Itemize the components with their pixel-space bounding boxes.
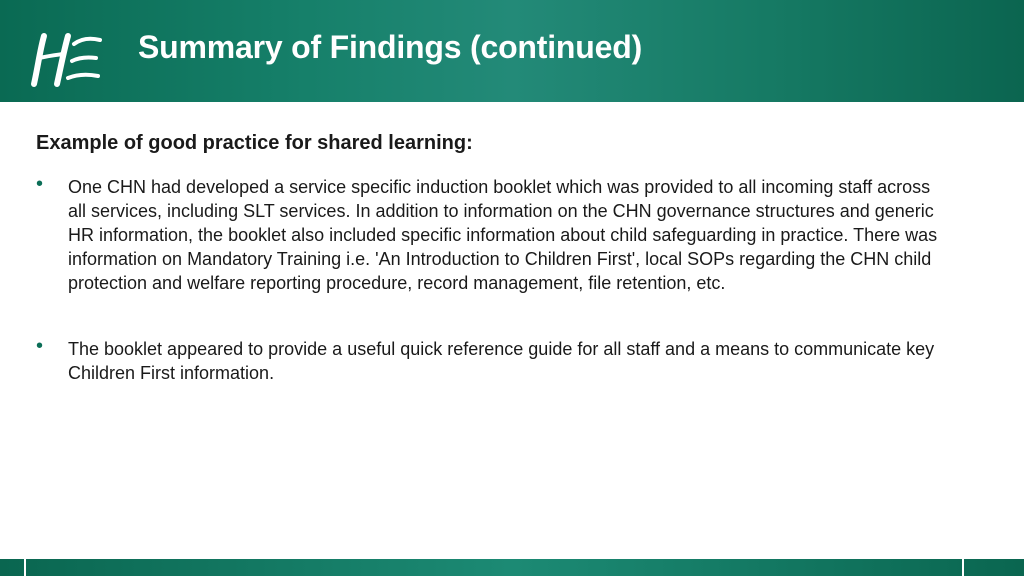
page-title: Summary of Findings (continued) bbox=[138, 29, 643, 65]
bullet-text: The booklet appeared to provide a useful quick reference guide for all staff and a means to communicate key Children First information. bbox=[68, 339, 935, 383]
slide-content bbox=[36, 132, 946, 385]
list-item bbox=[36, 337, 946, 385]
hse-logo-icon bbox=[30, 30, 105, 88]
header-banner bbox=[0, 0, 1024, 102]
footer-divider bbox=[24, 559, 26, 576]
footer-bar bbox=[0, 559, 1024, 576]
bullet-icon: • bbox=[36, 173, 44, 195]
list-item bbox=[36, 175, 946, 295]
section-heading: Example of good practice for shared learning: bbox=[36, 132, 473, 154]
bullet-text: One CHN had developed a service specific induction booklet which was provided to all incoming staff across all services, including SLT services. In addition to information on the CHN governance structures and generic HR information, the booklet also included specific information about child safeguarding in practice. There was information on Mandatory Training i.e. 'An Introduction to Children First', local SOPs regarding the CHN child protection and welfare reporting procedure, record management, file retention, etc. bbox=[68, 177, 938, 293]
bullet-icon: • bbox=[36, 335, 44, 357]
bullet-list bbox=[36, 175, 946, 385]
footer-divider bbox=[962, 559, 964, 576]
